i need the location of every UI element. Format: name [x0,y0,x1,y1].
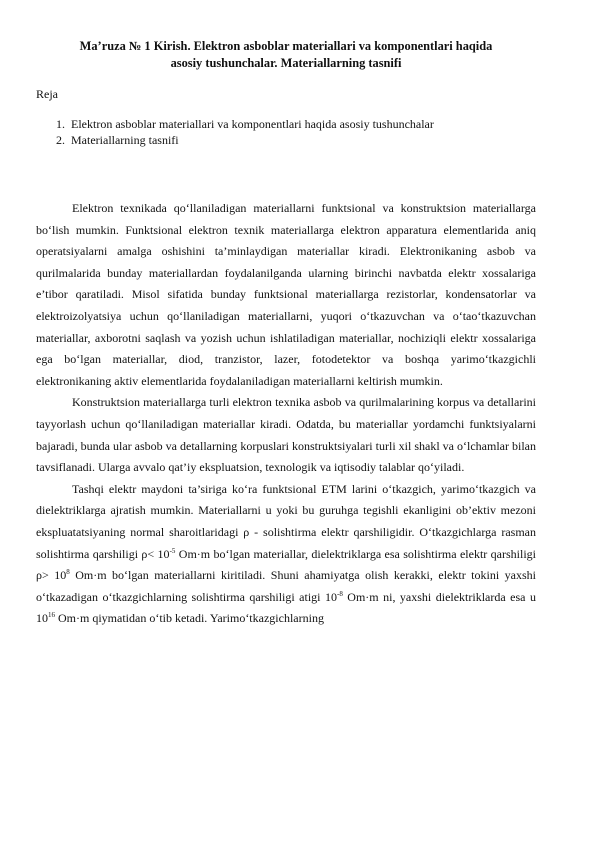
plan-list [36,116,536,148]
exponent: 8 [66,568,70,577]
title-line-2: asosiy tushunchalar. Materiallarning tasnifi [170,56,402,70]
exponent: -8 [336,589,343,598]
plan-item [36,116,536,132]
exponent: 16 [48,611,55,620]
title-line-1: Ma’ruza № 1 Kirish. Elektron asboblar materiallari va komponentlari haqida [79,39,493,53]
paragraph-functional-materials: Elektron texnikada qo‘llaniladigan materiallarni funktsional va konstruktsion materiallarga bo‘lish mumkin. Funktsional elektron texnik materiallarga elektron apparatura elementlarida aniq operatsiyalarni amalga oshishini ta’minlaydigan materiallar kiradi. Elektronikaning asbob va qurilmalarida bunday materiallardan foydalanilganda ularning birinchi navbatda elektr xossalariga e’tibor qaratiladi. Misol sifatida bunday funktsional materiallarga rezistorlar, kondensatorlar va elektroizolyatsiya uchun qo‘llaniladigan materiallarni, yuqori o‘tkazuvchan va o‘tao‘tkazuvchan materiallar, axborotni saqlash va yozish uchun ishlatiladigan materiallar, nochiziqli elektr xossalariga ega bo‘lgan materiallar, diod, tranzistor, lazer, fotodetektor va boshqa yarimo‘tkazgichli elektronikaning aktiv elementlarida foydalaniladigan materiallarni keltirish mumkin. [36,201,536,388]
plan-item [36,132,536,148]
plan-item-text: Materiallarning tasnifi [71,133,179,147]
lecture-title [36,38,536,72]
plan-item-number: 1. [56,117,65,131]
paragraph-text: Om·m qiymatidan o‘tib ketadi. Yarimo‘tkazgichlarning [55,611,324,626]
paragraph-text: Om·m bo‘lgan materiallar, dielektriklarga esa solishtirma elektr qarshiligi ρ> 10 [36,546,536,583]
lecture-body [36,198,536,630]
paragraph-text: Om·m bo‘lgan materiallarni kiritiladi. Shuni ahamiyatga olish kerakki, elektr tokini yaxshi o‘tkazadigan o‘tkazgichlarning solishtirma qarshiligi atigi 10 [36,568,536,604]
paragraph-text: Tashqi elektr maydoni ta’siriga ko‘ra funktsional ETM larini o‘tkazgich, yarimo‘tkazgich va dielektriklarga ajratish mumkin. Materiallarni u yoki bu guruhga tegishli ekanligini ob’ektiv mezoni ekspluatatsiyaning normal sharoitlaridagi ρ - solishtirma elektr qarshiligidir. O‘tkazgichlarga rasman solishtirma qarshiligi ρ< 10 [36,481,536,561]
paragraph-construction-materials: Konstruktsion materiallarga turli elektron texnika asbob va qurilmalarining korpus va detallarini tayyorlash uchun qo‘llaniladigan materiallar kiradi. Odatda, bu materiallar yordamchi funktsiyalarni bajaradi, bunda ular asbob va detallarning korpuslari konstruktsiyalari turli xil shakl va o‘lchamlar bilan tavsiflanadi. Ularga avvalo qat’iy ekspluatsion, texnologik va iqtisodiy talablar qo‘yiladi. [36,395,536,475]
plan-item-number: 2. [56,133,65,147]
paragraph-text: Om·m ni, yaxshi dielektriklarda esa u 10 [36,589,536,626]
plan-item-text: Elektron asboblar materiallari va komponentlari haqida asosiy tushunchalar [71,117,434,131]
exponent: -5 [169,546,176,555]
plan-heading: Reja [36,87,58,101]
paragraph-classification [36,479,536,630]
